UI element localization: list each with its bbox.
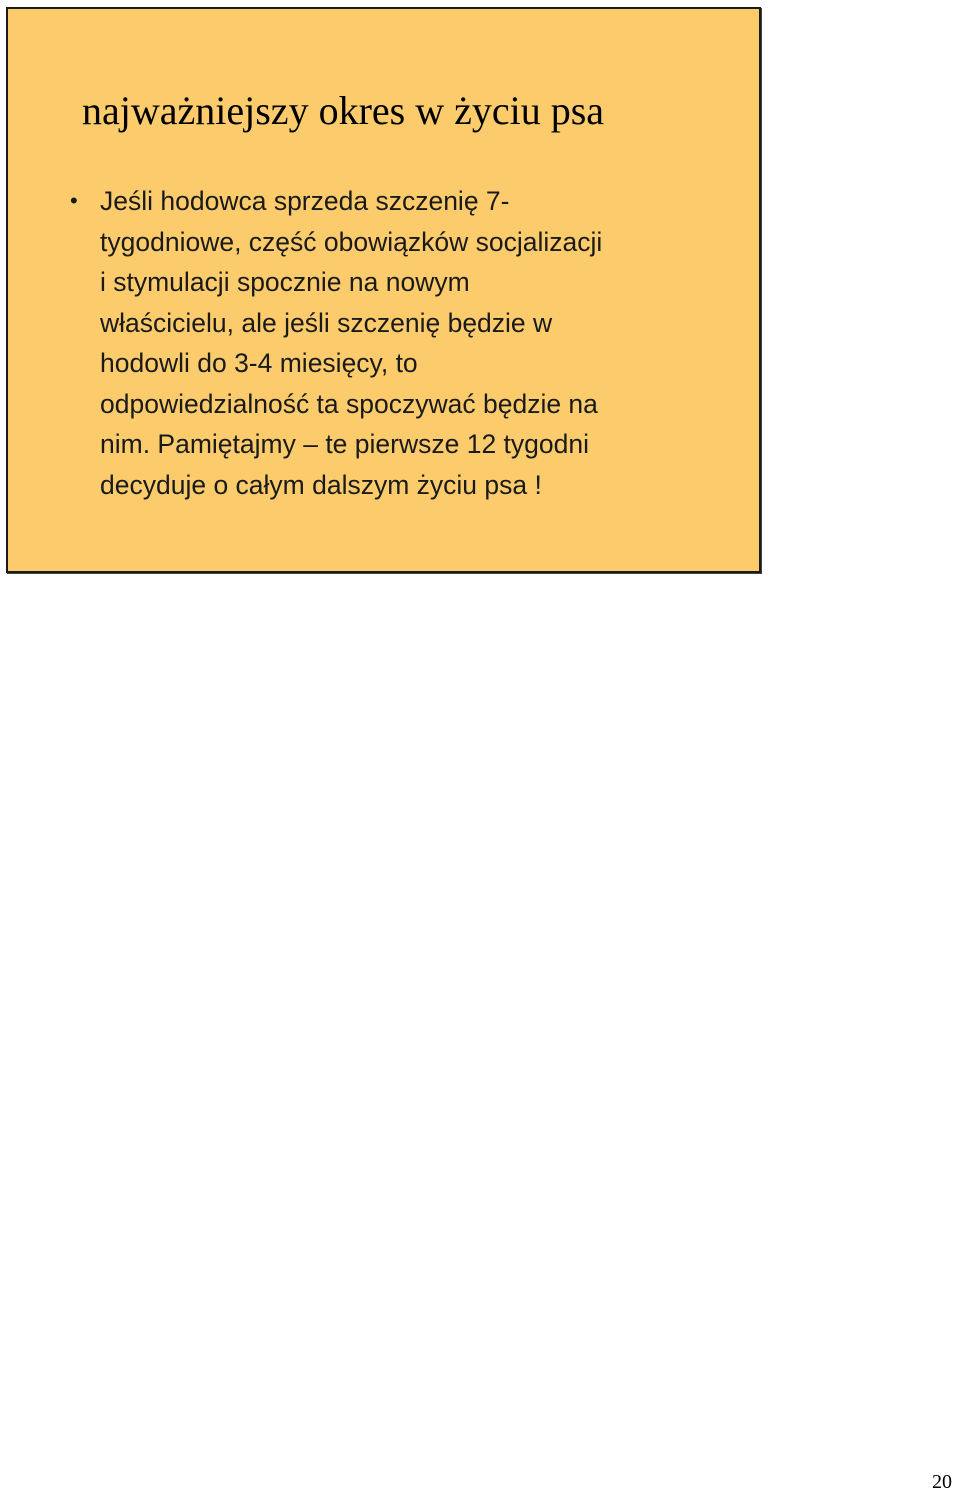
- bullet-line: właścicielu, ale jeśli szczenię będzie w: [100, 307, 553, 338]
- bullet-line: Jeśli hodowca sprzeda szczenię 7-: [100, 186, 510, 216]
- slide-title: najważniejszy okres w życiu psa: [82, 88, 605, 133]
- bullet-item: [70, 181, 710, 505]
- bullet-list: [70, 181, 710, 505]
- bullet-line: decyduje o całym dalszym życiu psa !: [100, 469, 542, 500]
- page-number: 20: [932, 1471, 952, 1493]
- bullet-line: i stymulacji spocznie na nowym: [100, 267, 470, 297]
- bullet-line: odpowiedzialność ta spoczywać będzie na: [100, 388, 598, 419]
- bullet-line: hodowli do 3-4 miesięcy, to: [100, 348, 418, 378]
- bullet-line: tygodniowe, część obowiązków socjalizacji: [100, 226, 603, 257]
- slide-panel: [6, 7, 761, 573]
- bullet-line: nim. Pamiętajmy – te pierwsze 12 tygodni: [100, 429, 589, 459]
- bullet-dot-icon: •: [70, 188, 78, 213]
